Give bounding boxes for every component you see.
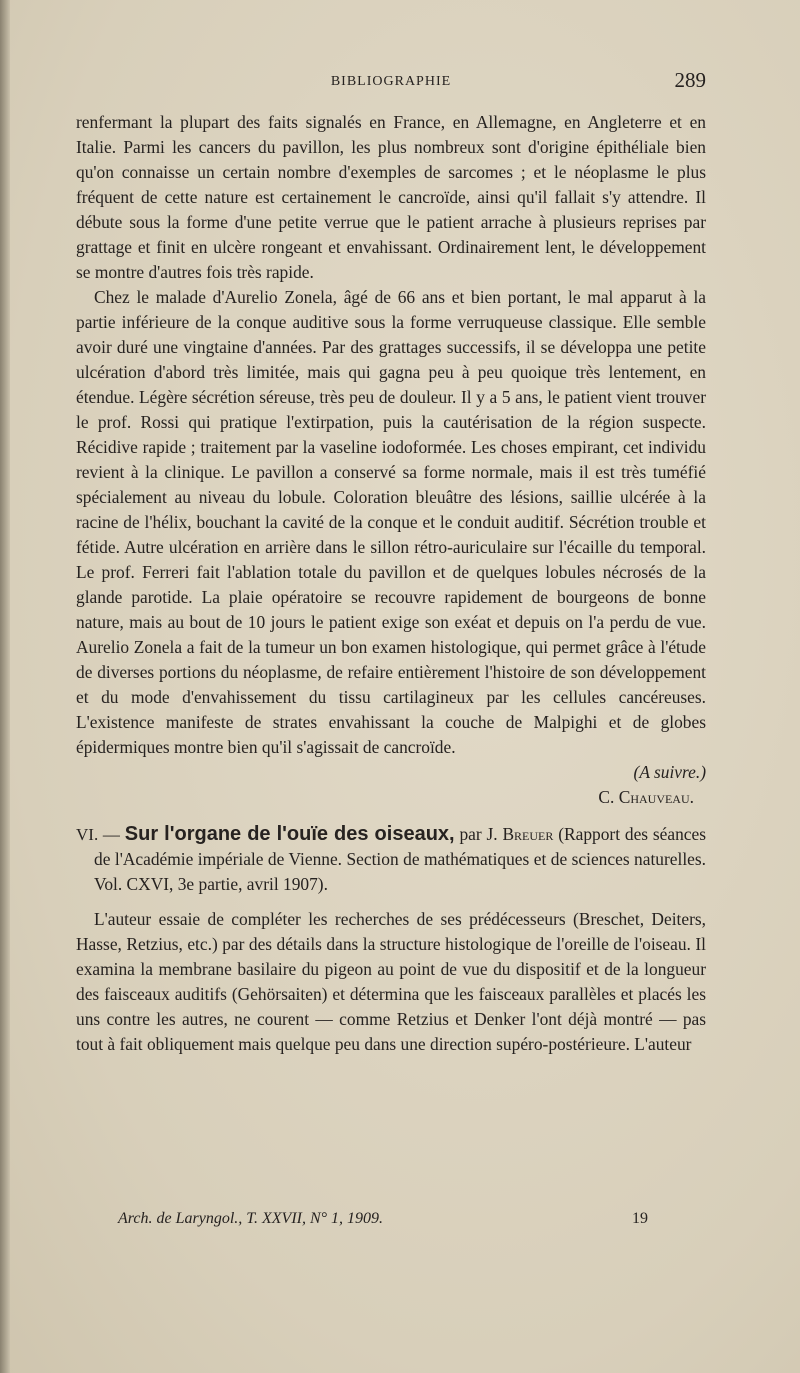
section-source: (Rapport des séances de l'Académie impériale de Vienne. Section de mathématiques et de sciences naturelles. Vol. CXVI, 3e partie, avril 1907). (94, 824, 706, 894)
section-heading (76, 822, 706, 897)
review-signature: C. Chauveau. (598, 787, 694, 807)
body-text (76, 110, 706, 1057)
paragraph-1: renfermant la plupart des faits signalés en France, en Allemagne, en Angleterre et en Italie. Parmi les cancers du pavillon, les plus nombreux sont d'origine épithéliale bien qu'on connaisse un certain nombre d'exemples de sarcomes ; et le néoplasme le plus fréquent de cette nature est certainement le cancroïde, ainsi qu'il fallait s'y attendre. Il débute sous la forme d'une petite verrue que le patient arrache à plusieurs reprises par grattage et finit en ulcère rongeant et envahissant. Ordinairement lent, le développement se montre d'autres fois très rapide. (76, 112, 706, 282)
paragraph-2: Chez le malade d'Aurelio Zonela, âgé de 66 ans et bien portant, le mal apparut à la partie inférieure de la conque auditive sous la forme verruqueuse classique. Elle semble avoir duré une vingtaine d'années. Par des grattages successifs, il se développa une petite ulcération d'abord très limitée, mais qui gagna peu à peu quoique très lentement, en étendue. Légère sécrétion séreuse, très peu de douleur. Il y a 5 ans, le patient vient trouver le prof. Rossi qui pratique l'extirpation, puis la cautérisation de la région suspecte. Récidive rapide ; traitement par la vaseline iodoformée. Les choses empirant, cet individu revient à la clinique. Le pavillon a conservé sa forme normale, mais il est très tuméfié spécialement au niveau du lobule. Coloration bleuâtre des lésions, saillie ulcérée à la racine de l'hélix, bouchant la cavité de la conque et le conduit auditif. Sécrétion trouble et fétide. Autre ulcération en arrière dans le sillon rétro-auriculaire sur l'écaille du temporal. Le prof. Ferreri fait l'ablation totale du pavillon et de quelques lobules nécrosés de la glande parotide. La plaie opératoire se recouvre rapidement de bourgeons de bonne nature, mais au bout de 10 jours le patient exige son exéat et depuis on l'a perdu de vue. Aurelio Zonela a fait de la tumeur un bon examen histologique, qui permet grâce à l'étude de diverses portions du néoplasme, de refaire entièrement l'histoire de son développement et du mode d'envahissement du tissu cartilagineux par les cellules cancéreuses. L'existence manifeste de strates envahissant la couche de Malpighi et de globes épidermiques montre bien qu'il s'agissait de cancroïde. (76, 287, 706, 757)
section-number: VI. — (76, 825, 120, 844)
section-by: par J. (459, 824, 498, 844)
journal-citation: Arch. de Laryngol., T. XXVII, N° 1, 1909. (118, 1210, 384, 1227)
page-header (76, 68, 706, 96)
continuation-line (76, 760, 706, 785)
page-footer (118, 1210, 648, 1228)
section-title: Sur l'organe de l'ouïe des oiseaux, (124, 823, 455, 845)
section-body: L'auteur essaie de compléter les recherches de ses prédécesseurs (Breschet, Deiters, Hasse, Retzius, etc.) par des détails dans la structure histologique de l'oreille de l'oiseau. Il examina la membrane basilaire du pigeon au point de vue du dispositif et de la longueur des faisceaux auditifs (Gehörsaiten) et détermina que les faisceaux parallèles et placés les uns contre les autres, ne courent — comme Retzius et Denker l'ont déjà montré — pas tout à fait obliquement mais quelque peu dans une direction supéro-postérieure. L'auteur (76, 909, 706, 1054)
binding-edge (0, 0, 10, 1373)
running-title: BIBLIOGRAPHIE (330, 74, 452, 89)
section-author: Breuer (502, 824, 554, 844)
signature-mark: 19 (632, 1210, 648, 1227)
to-be-continued: (A suivre.) (633, 762, 706, 782)
page-number: 289 (674, 68, 706, 92)
